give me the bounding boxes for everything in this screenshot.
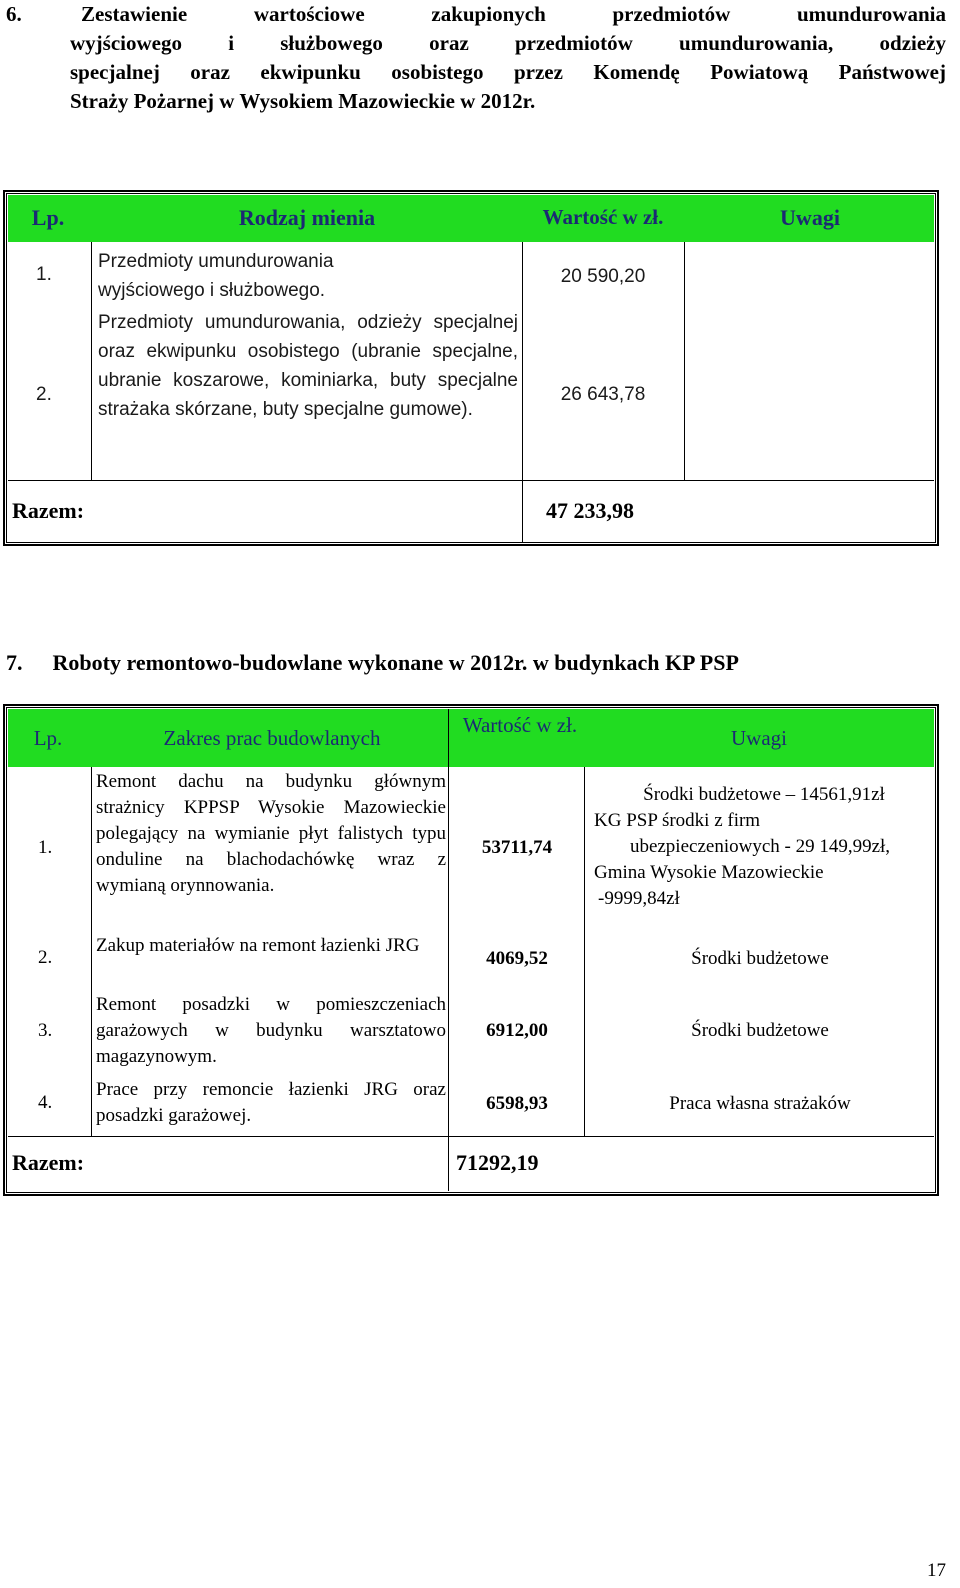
- section-number: 7.: [6, 650, 23, 675]
- header-lp: Lp.: [33, 726, 63, 750]
- page-number: 17: [927, 1560, 946, 1581]
- row-rodzaj: Przedmioty umundurowania wyjściowego i służbowego.: [98, 251, 334, 301]
- header-zakres: Zakres prac budowlanych: [163, 726, 381, 750]
- row-lp: 4.: [38, 1092, 53, 1113]
- uwagi-line: -9999,84zł: [598, 888, 680, 909]
- row-uwagi: Środki budżetowe: [691, 1020, 829, 1041]
- header-wartosc: Wartość w zł.: [542, 205, 664, 229]
- row-zakres: Prace przy remoncie łazienki JRG oraz posadzki garażowej.: [96, 1079, 446, 1126]
- row-wartosc: 26 643,78: [560, 384, 646, 405]
- total-value: 47 233,98: [546, 498, 634, 523]
- row-uwagi: Praca własna strażaków: [669, 1093, 851, 1114]
- row-zakres: Remont dachu na budynku głównym strażnicy KPPSP Wysokie Mazowieckie polegający na wymianie płyt falistych typu onduline na blachodachówkę wraz z wymianą orynnowania.: [96, 771, 446, 896]
- row-lp: 1.: [36, 264, 52, 285]
- row-rodzaj: Przedmioty umundurowania, odzieży specjalnej oraz ekwipunku osobistego (ubranie specjalne, ubranie koszarowe, kominiarka, buty specjalne strażaka skórzane, buty specjalne gumowe).: [98, 312, 518, 420]
- row-zakres: Zakup materiałów na remont łazienki JRG: [96, 935, 420, 956]
- title-line: Zestawienie wartościowe zakupionych przedmiotów umundurowania: [81, 2, 946, 26]
- row-lp: 2.: [38, 947, 53, 968]
- uwagi-line: KG PSP środki z firm: [594, 810, 761, 831]
- title-line: wyjściowego i służbowego oraz przedmiotów umundurowania, odzieży: [70, 31, 946, 55]
- section-title: Roboty remontowo-budowlane wykonane w 2012r. w budynkach KP PSP: [52, 650, 739, 675]
- total-label: Razem:: [12, 1150, 85, 1175]
- row-lp: 3.: [38, 1020, 53, 1041]
- section-7-title: [6, 650, 739, 676]
- header-uwagi: Uwagi: [731, 726, 787, 750]
- uwagi-line: ubezpieczeniowych - 29 149,99zł,: [629, 836, 891, 857]
- section-number: 6.: [6, 2, 22, 26]
- row-uwagi: Środki budżetowe: [691, 948, 829, 969]
- row-lp: 1.: [38, 837, 53, 858]
- row-wartosc: 20 590,20: [560, 266, 646, 287]
- total-label: Razem:: [12, 498, 85, 523]
- row-lp: 2.: [36, 384, 52, 405]
- row-uwagi: [586, 782, 934, 912]
- title-line: specjalnej oraz ekwipunku osobistego przez Komendę Powiatową Państwowej: [70, 60, 946, 84]
- header-rodzaj: Rodzaj mienia: [238, 205, 376, 230]
- header-lp: Lp.: [31, 205, 65, 230]
- uwagi-line: Gmina Wysokie Mazowieckie: [594, 862, 824, 883]
- row-wartosc: 4069,52: [486, 948, 548, 969]
- header-uwagi: Uwagi: [780, 205, 840, 230]
- title-line: Straży Pożarnej w Wysokiem Mazowieckie w 2012r.: [70, 89, 536, 113]
- row-zakres: Remont posadzki w pomieszczeniach garażowych w budynku warsztatowo magazynowym.: [96, 994, 446, 1067]
- row-wartosc: 53711,74: [481, 837, 553, 858]
- row-wartosc: 6912,00: [486, 1020, 548, 1041]
- total-value: 71292,19: [456, 1150, 539, 1175]
- row-wartosc: 6598,93: [486, 1093, 548, 1114]
- header-wartosc: Wartość w zł.: [462, 713, 578, 737]
- uwagi-line: Środki budżetowe – 14561,91zł: [643, 784, 885, 805]
